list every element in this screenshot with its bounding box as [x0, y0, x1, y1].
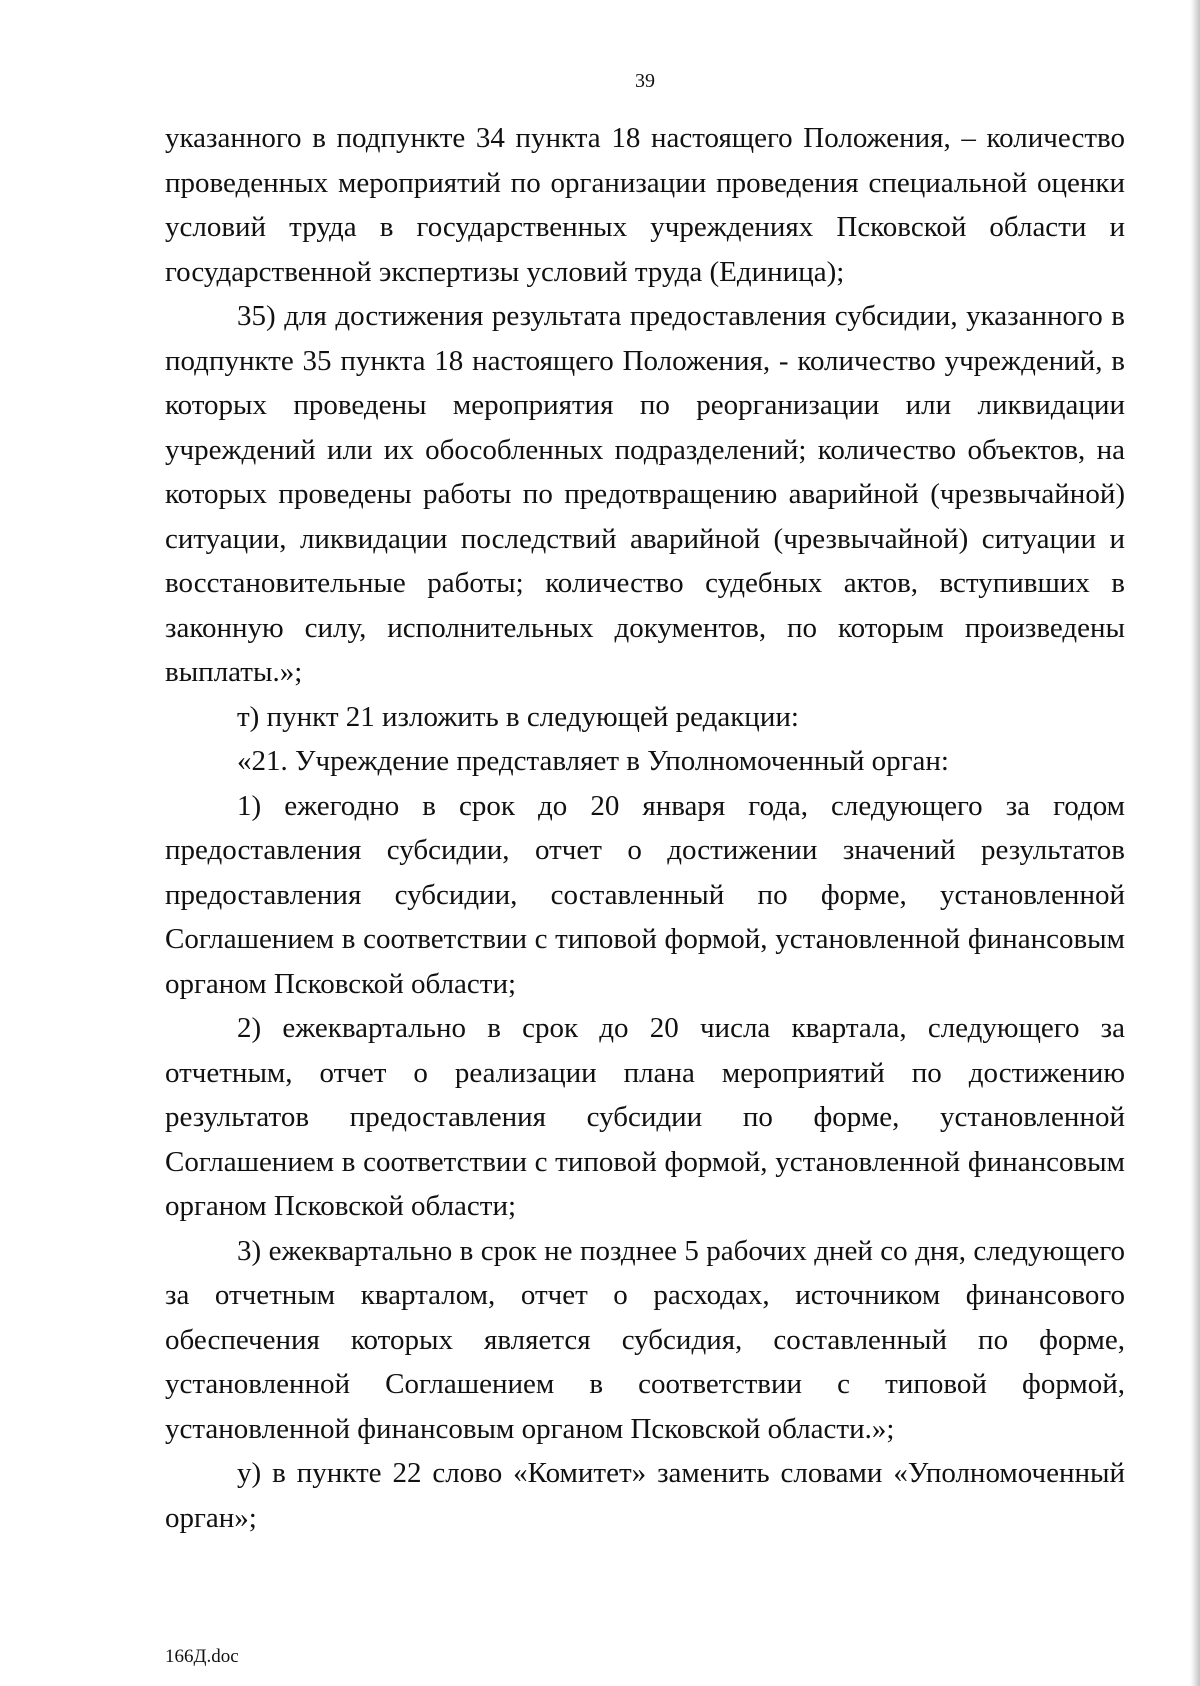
document-body — [165, 116, 1125, 1540]
paragraph-item-u: у) в пункте 22 слово «Комитет» заменить словами «Уполномоченный орган»; — [165, 1457, 1125, 1534]
footer-filename: 166Д.doc — [165, 1646, 239, 1667]
paragraph-subitem-2: 2) ежеквартально в срок до 20 числа квартала, следующего за отчетным, отчет о реализации плана мероприятий по достижению результатов предоставления субсидии по форме, установленной Соглашением в соответствии с типовой формой, установленной финансовым органом Псковской области; — [165, 1012, 1125, 1222]
paragraph-subitem-3: 3) ежеквартально в срок не позднее 5 рабочих дней со дня, следующего за отчетным кварталом, отчет о расходах, источником финансового обеспечения которых является субсидия, составленный по форме, установленной Соглашением в соответствии с типовой формой, установленной финансовым органом Псковской области.»; — [165, 1234, 1125, 1445]
paragraph-point-21: «21. Учреждение представляет в Уполномоченный орган: — [237, 745, 949, 777]
page-number: 39 — [635, 70, 655, 92]
paragraph-item-35: 35) для достижения результата предоставления субсидии, указанного в подпункте 35 пункта 18 настоящего Положения, - количество учреждений, в которых проведены мероприятия по реорганизации или ликвидации учреждений или их обособленных подразделений; количество объектов, на которых проведены работы по предотвращению аварийной (чрезвычайной) ситуации, ликвидации последствий аварийной (чрезвычайной) ситуации и восстановительные работы; количество судебных актов, вступивших в законную силу, исполнительных документов, по которым произведены выплаты.»; — [165, 300, 1125, 688]
paragraph-item-t: т) пункт 21 изложить в следующей редакции: — [237, 700, 799, 733]
scan-edge — [1190, 0, 1200, 1686]
paragraph-continuation: указанного в подпункте 34 пункта 18 настоящего Положения, – количество проведенных мероприятий по организации проведения специальной оценки условий труда в государственных учреждениях Псковской области и государственной экспертизы условий труда (Единица); — [165, 122, 1125, 288]
paragraph-subitem-1: 1) ежегодно в срок до 20 января года, следующего за годом предоставления субсидии, отчет о достижении значений результатов предоставления субсидии, составленный по форме, установленной Соглашением в соответствии с типовой формой, установленной финансовым органом Псковской области; — [165, 789, 1125, 1000]
